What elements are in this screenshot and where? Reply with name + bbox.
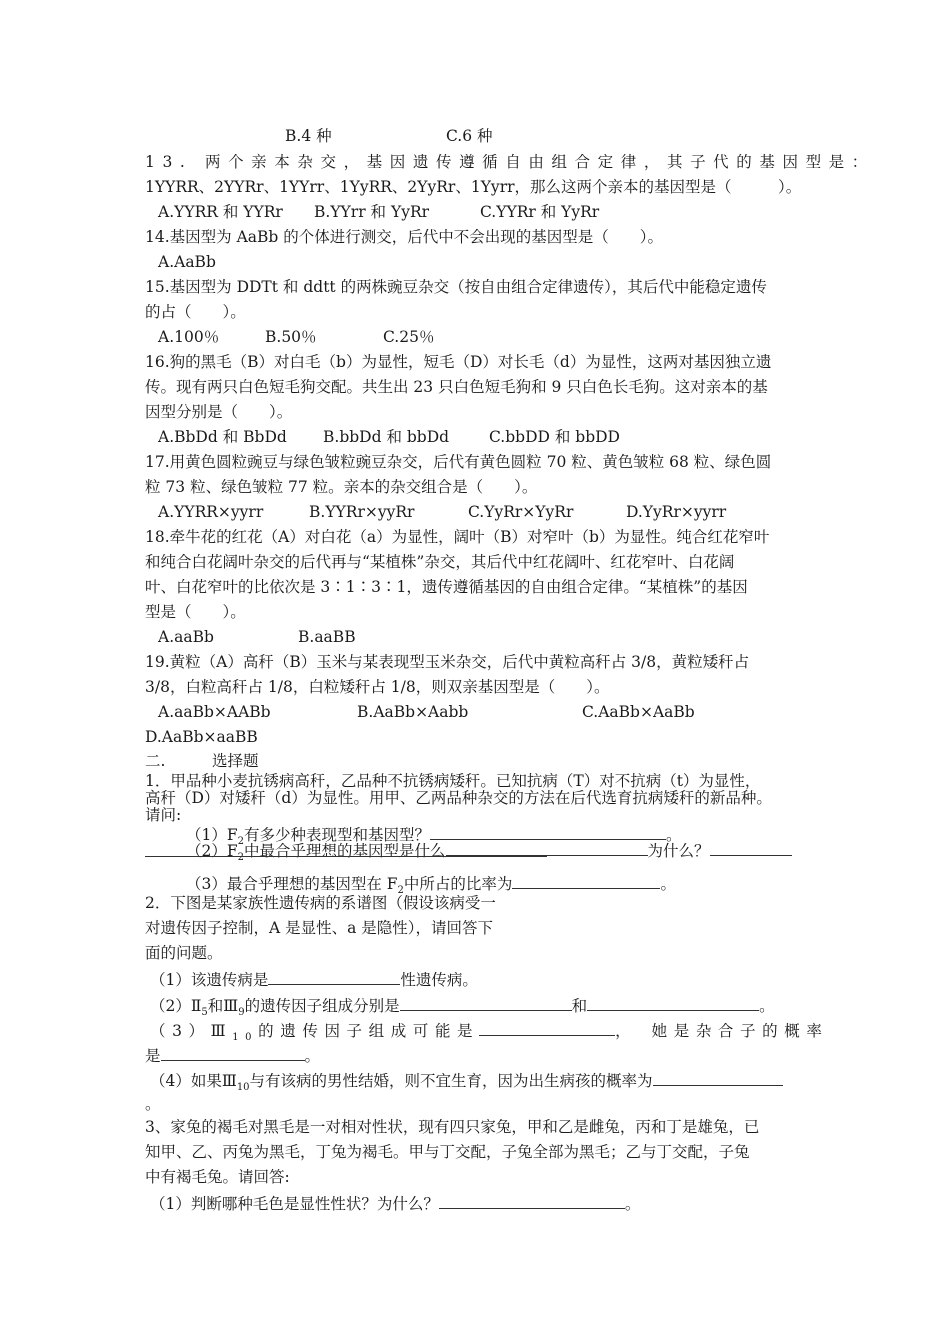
p2-answer-blank-6[interactable]	[653, 1069, 783, 1086]
q13-option-c: C.YYRr 和 YyRr	[480, 203, 600, 221]
p2-line-1: 2．下图是某家族性遗传病的系谱图（假设该病受一	[145, 894, 496, 912]
q18-option-b: B.aaBB	[298, 628, 356, 646]
p1-answer-blank-2[interactable]	[446, 839, 648, 856]
section-title: 选择题	[212, 752, 259, 770]
q17-line-1: 17.用黄色圆粒豌豆与绿色皱粒豌豆杂交，后代有黄色圆粒 70 粒、黄色皱粒 68 粒、绿色圆	[145, 453, 772, 471]
q13-option-b: B.YYrr 和 YyRr	[314, 203, 430, 221]
q15-option-a: A.100％	[158, 328, 220, 346]
q18-line-3: 叶、白花窄叶的比依次是 3∶1∶3∶1，遗传遵循基因的自由组合定律。“某植株”的基因	[145, 578, 748, 596]
q16-line-3: 因型分别是（ ）。	[145, 403, 293, 421]
p1-sub-1: $(1)F_2$有多少种表现型和基因型？ 。	[186, 823, 682, 852]
q12-option-c: C.6 种	[446, 127, 493, 145]
q16-option-a: A.BbDd 和 BbDd	[158, 428, 287, 446]
p3-line-3: 中有褐毛兔。请回答:	[145, 1168, 290, 1186]
p2-answer-blank-3[interactable]	[587, 994, 759, 1011]
p3-answer-blank-1[interactable]	[439, 1192, 625, 1209]
q15-line-2: 的占（ ）。	[145, 303, 246, 321]
q16-option-c: C.bbDD 和 bbDD	[489, 428, 620, 446]
p1-answer-blank-4[interactable]	[145, 856, 547, 857]
p2-sub-4: （4）如果$Ⅲ_{10}$与有该病的男性结婚，则不宜生育，因为出生病孩的概率为	[150, 1069, 783, 1098]
q14-option-a: A.AaBb	[158, 253, 216, 271]
q15-line-1: 15.基因型为 DDTt 和 ddtt 的两株豌豆杂交（按自由组合定律遗传），其后代中能稳定遗传	[145, 278, 767, 296]
p2-answer-blank-2[interactable]	[400, 994, 572, 1011]
p1-line-1: 1．甲品种小麦抗锈病高秆，乙品种不抗锈病矮秆。已知抗病（T）对不抗病（t）为显性，	[145, 772, 761, 790]
q19-option-d: D.AaBb×aaBB	[145, 728, 258, 746]
p1-sub-3: （3）最合乎理想的基因型在 $F_2$中所占的比率为 。	[186, 872, 676, 901]
p1-line-3: 请问:	[145, 806, 182, 824]
q19-line-2: 3/8，白粒高秆占 1/8，白粒矮秆占 1/8，则双亲基因型是（ ）。	[145, 678, 610, 696]
p2-answer-blank-5[interactable]	[161, 1044, 305, 1061]
q19-option-a: A.aaBb×AABb	[158, 703, 271, 721]
section-number: 二.	[145, 752, 166, 770]
p1-line-2: 高秆（D）对矮秆（d）为显性。用甲、乙两品种杂交的方法在后代选育抗病矮秆的新品种。	[145, 789, 772, 807]
q17-option-b: B.YYRr×yyRr	[309, 503, 415, 521]
q19-line-1: 19.黄粒（A）高秆（B）玉米与某表现型玉米杂交，后代中黄粒高秆占 3/8，黄粒矮秆占	[145, 653, 750, 671]
q12-option-b: B.4 种	[285, 127, 332, 145]
q16-line-1: 16.狗的黑毛（B）对白毛（b）为显性，短毛（D）对长毛（d）为显性，这两对基因独立遗	[145, 353, 772, 371]
p3-sub-1: （1）判断哪种毛色是显性性状？为什么？ 。	[150, 1192, 640, 1214]
q17-line-2: 粒 73 粒、绿色皱粒 77 粒。亲本的杂交组合是（ ）。	[145, 478, 538, 496]
q18-line-4: 型是（ ）。	[145, 603, 246, 621]
p2-sub-2: $(2)Ⅱ_5$和$Ⅲ_9$的遗传因子组成分别是 和 。	[150, 994, 775, 1023]
q17-option-c: C.YyRr×YyRr	[468, 503, 574, 521]
q13-line-1: 13. 两个亲本杂交，基因遗传遵循自由组合定律，其子代的基因型是：	[145, 153, 875, 171]
p2-sub-3-cont: 是 。	[145, 1044, 320, 1066]
p2-line-2: 对遗传因子控制，A 是显性、a 是隐性），请回答下	[145, 919, 494, 937]
p2-line-3: 面的问题。	[145, 944, 223, 962]
q14-line-1: 14.基因型为 AaBb 的个体进行测交，后代中不会出现的基因型是（ ）。	[145, 228, 664, 246]
p2-sub-4-end: 。	[145, 1095, 161, 1113]
q13-option-a: A.YYRR 和 YYRr	[158, 203, 283, 221]
p2-answer-blank-4[interactable]	[479, 1019, 615, 1036]
p3-line-2: 知甲、乙、丙兔为黑毛，丁兔为褐毛。甲与丁交配，子兔全部为黑毛；乙与丁交配，子兔	[145, 1143, 750, 1161]
q19-option-c: C.AaBb×AaBb	[582, 703, 695, 721]
q13-line-2: 1YYRR、2YYRr、1YYrr、1YyRR、2YyRr、1Yyrr，那么这两个亲本的基因型是（ ）。	[145, 178, 802, 196]
p2-sub-1: （1）该遗传病是 性遗传病。	[150, 968, 478, 990]
q16-option-b: B.bbDd 和 bbDd	[323, 428, 450, 446]
q18-option-a: A.aaBb	[158, 628, 214, 646]
p3-line-1: 3、家兔的褐毛对黑毛是一对相对性状，现有四只家兔，甲和乙是雌兔，丙和丁是雄兔，已	[145, 1118, 760, 1136]
q17-option-d: D.YyRr×yyrr	[626, 503, 727, 521]
p2-sub-3: $(3)Ⅲ_{10}$的遗传因子组成可能是 ， 她是杂合子的概率	[150, 1019, 828, 1048]
p1-sub-2: $(2)F_2$中最合乎理想的基因型是什么 为什么？	[186, 839, 792, 868]
q19-option-b: B.AaBb×Aabb	[357, 703, 469, 721]
q18-line-2: 和纯合白花阔叶杂交的后代再与“某植株”杂交，其后代中红花阔叶、红花窄叶、白花阔	[145, 553, 735, 571]
q18-line-1: 18.牵牛花的红花（A）对白花（a）为显性，阔叶（B）对窄叶（b）为显性。纯合红花窄叶	[145, 528, 770, 546]
p1-answer-blank-5[interactable]	[512, 872, 660, 889]
p2-answer-blank-1[interactable]	[268, 968, 400, 985]
q15-option-c: C.25％	[383, 328, 435, 346]
q15-option-b: B.50％	[265, 328, 317, 346]
p1-answer-blank-1[interactable]	[430, 823, 666, 840]
q16-line-2: 传。现有两只白色短毛狗交配。共生出 23 只白色短毛狗和 9 只白色长毛狗。这对亲本的基	[145, 378, 768, 396]
p1-answer-blank-3[interactable]	[710, 839, 792, 856]
q17-option-a: A.YYRR×yyrr	[158, 503, 264, 521]
